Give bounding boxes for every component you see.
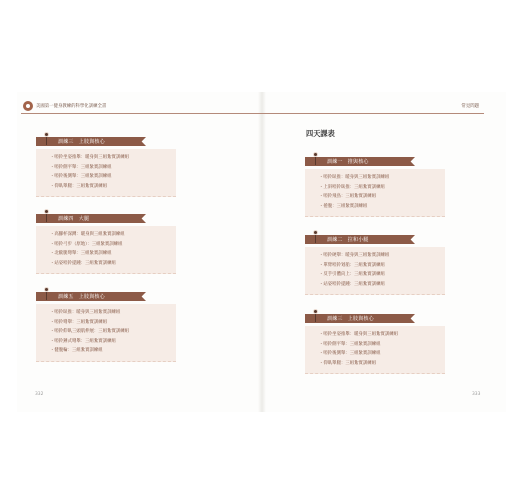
section-title: 訓練二 拉和小腿 <box>327 237 369 243</box>
list-item: ・北歐腿彎舉：三組紮實訓練組 <box>50 251 112 257</box>
list-item: ・站姿啞鈴提踵：三組紮實訓練組 <box>50 260 116 266</box>
list-item: ・啞鈴飛鳥：三組紮實訓練組 <box>319 194 377 200</box>
workout-section <box>305 313 425 374</box>
list-item: ・仰臥舉腿：三組紮實訓練組 <box>319 360 377 366</box>
book-title: 美國第一健身教練的科學化訓練全書 <box>36 104 107 109</box>
exercise-list <box>36 226 176 274</box>
workout-section <box>305 156 425 217</box>
list-item: ・捲腹：三組紮實訓練組 <box>319 203 368 209</box>
list-item: ・反手引體向上：三組紮實訓練組 <box>319 272 385 278</box>
section-banner <box>36 136 156 147</box>
header-rule <box>21 113 484 114</box>
exercise-list <box>305 326 445 374</box>
page-number: 332 <box>35 392 44 397</box>
list-item: ・健腹輪：三組紮實訓練組 <box>50 348 103 354</box>
list-item: ・單臂啞鈴划船：三組紮實訓練組 <box>319 262 385 268</box>
exercise-list <box>36 149 176 197</box>
book-gutter <box>258 92 266 412</box>
list-item: ・啞鈴側平舉：三組紮實訓練組 <box>50 164 112 170</box>
pushpin-icon <box>313 152 318 167</box>
workout-section <box>305 234 425 295</box>
section-title: 訓練三 上肢與核心 <box>58 139 105 145</box>
list-item: ・仰臥舉腿：三組紮實訓練組 <box>50 183 108 189</box>
section-banner <box>36 213 156 224</box>
list-item: ・啞鈴側平舉：三組紮實訓練組 <box>319 341 381 347</box>
list-item: ・啞鈴臥推：暖身與三組紮實訓練組 <box>319 175 390 180</box>
pushpin-icon <box>44 209 49 224</box>
workout-section <box>36 291 156 362</box>
pushpin-icon <box>313 230 318 245</box>
page-title: 四天課表 <box>306 129 335 138</box>
page-number: 333 <box>472 392 481 397</box>
section-title: 訓練四 大腿 <box>58 216 90 222</box>
list-item: ・高腳杯深蹲：暖身與三組紮實訓練組 <box>50 232 125 237</box>
pushpin-icon <box>313 309 318 324</box>
list-item: ・啞鈴錘式彎舉：三組紮實訓練組 <box>50 338 116 344</box>
book-logo-icon <box>23 101 33 111</box>
exercise-list <box>305 169 445 217</box>
list-item: ・啞鈴硬舉：暖身與三組紮實訓練組 <box>319 253 390 258</box>
section-title: 訓練一 推與核心 <box>327 159 369 165</box>
running-header-left <box>23 101 106 111</box>
section-banner <box>305 313 425 324</box>
list-item: ・站姿啞鈴提踵：三組紮實訓練組 <box>319 281 385 287</box>
list-item: ・啞鈴彎舉：三組紮實訓練組 <box>50 319 108 325</box>
list-item: ・啞鈴後側舉：三組紮實訓練組 <box>50 174 112 180</box>
section-banner <box>36 291 156 302</box>
exercise-list <box>36 304 176 362</box>
workout-section <box>36 213 156 274</box>
list-item: ・啞鈴坐姿推舉：暖身與三組紮實訓練組 <box>50 155 130 160</box>
section-title: 訓練三 上肢與核心 <box>327 316 374 322</box>
list-item: ・啞鈴弓步（原地）：三組紮實訓練組 <box>50 241 123 247</box>
list-item: ・啞鈴坐姿推舉：暖身與三組紮實訓練組 <box>319 332 399 337</box>
exercise-list <box>305 247 445 295</box>
section-title: 訓練五 上肢與核心 <box>58 294 105 300</box>
pushpin-icon <box>44 132 49 147</box>
list-item: ・啞鈴後側舉：三組紮實訓練組 <box>319 351 381 357</box>
workout-section <box>36 136 156 197</box>
list-item: ・啞鈴臥推：暖身與三組紮實訓練組 <box>50 310 121 315</box>
section-banner <box>305 234 425 245</box>
chapter-title: 常見問題 <box>461 104 479 109</box>
list-item: ・上斜啞鈴臥推：三組紮實訓練組 <box>319 184 385 190</box>
list-item: ・啞鈴仰臥三頭肌伸展：三組紮實訓練組 <box>50 329 130 335</box>
section-banner <box>305 156 425 167</box>
pushpin-icon <box>44 287 49 302</box>
